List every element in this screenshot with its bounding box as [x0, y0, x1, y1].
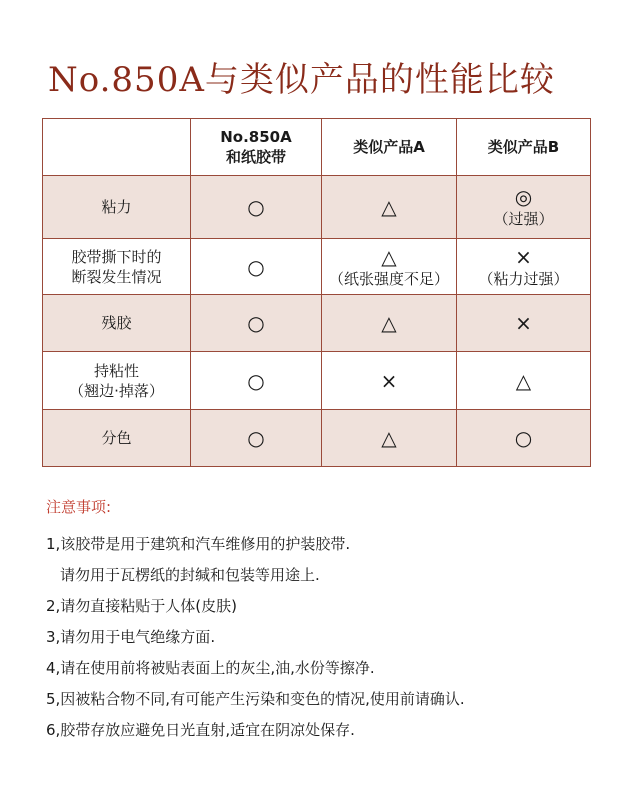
cell [457, 352, 591, 410]
rating-symbol: △ [381, 311, 397, 335]
table-row [43, 239, 591, 295]
note-line: 3,请勿用于电气绝缘方面. [46, 628, 216, 646]
rating-symbol: × [515, 244, 532, 269]
title-text: 与类似产品的性能比较 [204, 60, 555, 100]
rating-symbol: △ [381, 244, 397, 269]
header-corner [43, 119, 191, 176]
cell [191, 295, 322, 352]
row-label: 分色 [43, 410, 191, 467]
cell [191, 239, 322, 295]
note-line: 1,该胶带是用于建筑和汽车维修用的护装胶带. [46, 535, 351, 553]
rating-symbol: ○ [247, 368, 265, 393]
header-product-a: 类似产品A [322, 119, 457, 176]
comparison-table [42, 118, 591, 467]
cell [322, 352, 457, 410]
table-row [43, 410, 591, 467]
rating-note: （粘力过强） [478, 269, 569, 288]
header-no850a: No.850A 和纸胶带 [191, 119, 322, 176]
title-model: No.850A [48, 60, 205, 100]
header-product-b: 类似产品B [457, 119, 591, 176]
rating-symbol: ○ [247, 426, 265, 450]
cell [457, 239, 591, 295]
rating-symbol: ◎ [514, 185, 533, 209]
rating-symbol: × [380, 368, 398, 393]
rating-symbol: ○ [247, 254, 265, 279]
note-line: 6,胶带存放应避免日光直射,适宜在阴凉处保存. [46, 721, 355, 739]
rating-note: （过强） [493, 210, 554, 228]
row-label: 持粘性 （翘边·掉落） [43, 352, 191, 410]
rating-symbol: △ [381, 195, 397, 219]
table-row [43, 352, 591, 410]
note-line: 5,因被粘合物不同,有可能产生污染和变色的情况,使用前请确认. [46, 690, 465, 708]
cell [322, 176, 457, 239]
rating-note: （纸张强度不足） [328, 269, 449, 288]
cell [191, 410, 322, 467]
row-label: 粘力 [43, 176, 191, 239]
row-label: 残胶 [43, 295, 191, 352]
cell [322, 410, 457, 467]
table-row [43, 295, 591, 352]
cell [322, 239, 457, 295]
note-line: 4,请在使用前将被贴表面上的灰尘,油,水份等擦净. [46, 659, 375, 677]
notes-title: 注意事项: [46, 498, 112, 516]
cell [191, 176, 322, 239]
rating-symbol: △ [381, 426, 397, 450]
note-line: 请勿用于瓦楞纸的封缄和包装等用途上. [60, 566, 320, 584]
rating-symbol: △ [515, 368, 532, 393]
rating-symbol: × [515, 311, 532, 335]
cell [457, 176, 591, 239]
cell [191, 352, 322, 410]
notes-section [46, 496, 616, 746]
cell [457, 295, 591, 352]
rating-symbol: ○ [514, 426, 533, 450]
table-header-row [43, 119, 591, 176]
row-label: 胶带撕下时的 断裂发生情况 [43, 239, 191, 295]
page-title [48, 52, 608, 101]
table-row [43, 176, 591, 239]
rating-symbol: ○ [247, 195, 265, 219]
cell [457, 410, 591, 467]
rating-symbol: ○ [247, 311, 265, 335]
note-line: 2,请勿直接粘贴于人体(皮肤) [46, 597, 238, 615]
cell [322, 295, 457, 352]
